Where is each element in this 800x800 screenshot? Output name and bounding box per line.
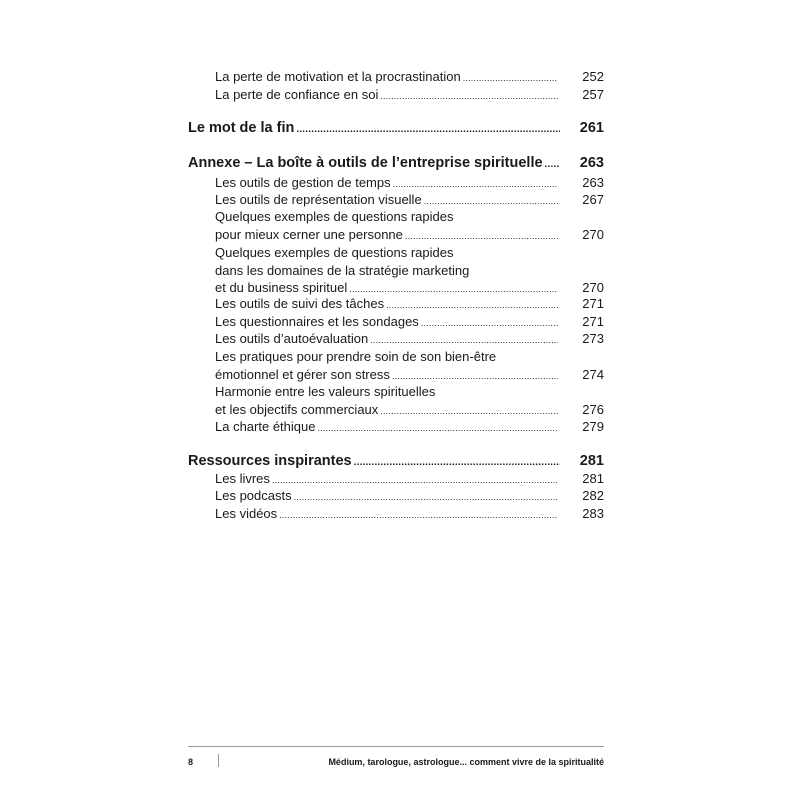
toc-entry[interactable] <box>215 505 604 525</box>
toc-entry[interactable] <box>215 487 604 507</box>
toc-section-entry[interactable] <box>188 120 604 139</box>
toc-entry[interactable] <box>215 383 604 420</box>
toc-entry-title: La perte de motivation et la procrastination <box>215 69 461 84</box>
dot-leader <box>354 454 560 472</box>
toc-entry[interactable] <box>215 68 604 88</box>
toc-entry-page: 270 <box>582 280 604 295</box>
toc-section-title: Le mot de la fin <box>188 120 295 136</box>
toc-entry-title-line: Les pratiques pour prendre soin de son bien-être <box>215 349 497 364</box>
toc-entry-title: Les vidéos <box>215 506 278 521</box>
toc-section-page: 281 <box>579 453 604 469</box>
toc-entry-page: 270 <box>582 226 604 242</box>
toc-section-entry[interactable] <box>188 155 604 174</box>
toc-entry-page: 281 <box>582 471 604 486</box>
toc-entry-title: Les livres <box>215 471 270 486</box>
toc-entry-title: La charte éthique <box>215 419 316 434</box>
dot-leader <box>463 70 558 88</box>
toc-entry[interactable] <box>215 295 604 315</box>
dot-leader <box>386 297 558 315</box>
toc-entry-page: 271 <box>582 296 604 311</box>
toc-entry-page: 263 <box>582 175 604 190</box>
dot-leader <box>279 507 558 525</box>
toc-entry[interactable] <box>215 244 604 299</box>
page-number: 8 <box>188 757 194 767</box>
footer-separator <box>218 754 219 767</box>
toc-entry[interactable] <box>215 208 604 245</box>
toc-entry-title: Les outils de représentation visuelle <box>215 192 422 207</box>
toc-entry-title: Les outils de suivi des tâches <box>215 296 385 311</box>
toc-entry-title: et du business spirituel <box>215 280 348 295</box>
dot-leader <box>317 420 558 438</box>
toc-entry-title: Les outils de gestion de temps <box>215 175 391 190</box>
dot-leader <box>370 332 558 350</box>
footer-divider <box>188 746 604 747</box>
toc-section-entry[interactable] <box>188 453 604 472</box>
toc-entry-title: La perte de confiance en soi <box>215 87 379 102</box>
dot-leader <box>296 121 560 139</box>
toc-entry-page: 257 <box>582 87 604 102</box>
dot-leader <box>545 156 560 174</box>
toc-entry-title: Les questionnaires et les sondages <box>215 314 419 329</box>
toc-entry-title-line: Harmonie entre les valeurs spirituelles <box>215 384 436 399</box>
toc-entry-page: 271 <box>582 314 604 329</box>
toc-entry-title: Les podcasts <box>215 488 292 503</box>
toc-entry-title-line: Quelques exemples de questions rapides <box>215 245 454 260</box>
toc-entry-page: 274 <box>582 366 604 382</box>
toc-entry-page: 267 <box>582 192 604 207</box>
toc-entry[interactable] <box>215 418 604 438</box>
dot-leader <box>294 489 558 507</box>
toc-entry-page: 279 <box>582 419 604 434</box>
toc-entry-title-line: dans les domaines de la stratégie marketing <box>215 262 470 278</box>
toc-entry-page: 283 <box>582 506 604 521</box>
toc-entry-title-line: Quelques exemples de questions rapides <box>215 209 454 224</box>
toc-entry-page: 273 <box>582 331 604 346</box>
running-footer-title: Médium, tarologue, astrologue... comment vivre de la spiritualité <box>328 757 604 767</box>
toc-section-title: Annexe – La boîte à outils de l’entreprise spirituelle <box>188 155 543 171</box>
toc-section-title: Ressources inspirantes <box>188 453 352 469</box>
toc-entry[interactable] <box>215 86 604 106</box>
toc-entry-title: pour mieux cerner une personne <box>215 226 403 242</box>
dot-leader <box>405 228 558 246</box>
toc-section-page: 261 <box>579 120 604 136</box>
toc-entry[interactable] <box>215 348 604 385</box>
toc-entry-title: émotionnel et gérer son stress <box>215 366 390 382</box>
toc-entry-title: et les objectifs commerciaux <box>215 401 379 417</box>
toc-entry[interactable] <box>215 330 604 350</box>
toc-entry-page: 282 <box>582 488 604 503</box>
toc-entry-page: 276 <box>582 401 604 417</box>
toc-section-page: 263 <box>579 155 604 171</box>
toc-entry-title: Les outils d’autoévaluation <box>215 331 369 346</box>
dot-leader <box>380 88 558 106</box>
toc-entry-page: 252 <box>582 69 604 84</box>
